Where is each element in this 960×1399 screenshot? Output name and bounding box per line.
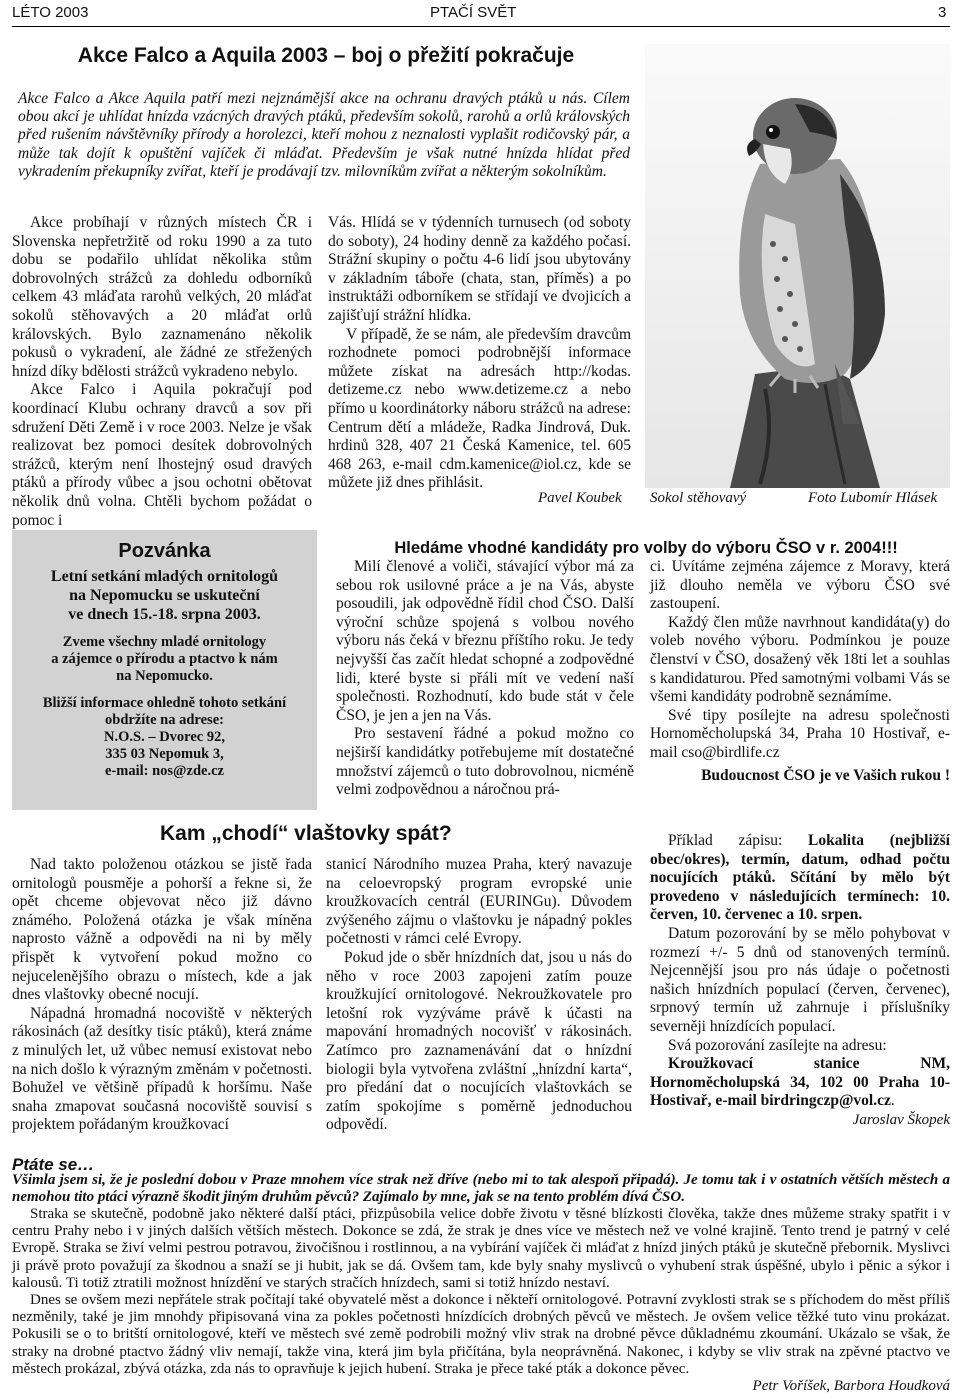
paragraph: Dnes se ovšem mezi nepřátele strak počítají také obyvatelé měst a dokonce i někteří ornitologové. Potravní zvyklosti strak se s příchodem do měst příliš nezměnily, také je jim mnohdy připisovaná vina za pokles početnosti hnízdících drobných pěvců ve městech. Je ovšem velice těžké tuto vinu prokázat. Pokusili se o to britští ornitologové, kteří ve městech své země podrobili možný vliv strak na drobné pěvce důkladnému zkoumání. Ukázalo se však, že straky na drobné ptactvo žádný vliv nemají, takže vina, která jim byla přičítána, byla neoprávněná. Nakonec, i kdyby se vliv strak na zpěvné ptactvo ve městech prokázal, zbývá otázka, zda nás to opravňuje k jejich hubení. Straka je přece také pták a dokonce pěvec. (12, 1292, 950, 1377)
falcon-photo-icon (645, 44, 950, 488)
ptate-title: Ptáte se… (12, 1155, 95, 1174)
paragraph: stanicí Národního muzea Praha, který navazuje na celoevropský program evropské unie kroužkovacích centrál (EURINGu). Důvodem zvýšeného zájmu o vlaštovku je nápadný pokles početnosti v rámci celé Evropy. (326, 856, 632, 948)
magazine-name: PTAČÍ SVĚT (430, 4, 517, 21)
invitation-line: na Nepomucko. (116, 668, 213, 684)
swallows-author: Jaroslav Škopek (852, 1111, 950, 1128)
ptate-authors: Petr Voříšek, Barbora Houdková (752, 1378, 950, 1395)
example-label: Příklad zápisu: (668, 832, 809, 849)
candidates-slogan: Budoucnost ČSO je ve Vašich rukou ! (701, 766, 950, 784)
photo-caption: Sokol stěhovavý (650, 490, 747, 506)
paragraph: Svá pozorování zasílejte na adresu: (668, 1036, 887, 1054)
candidates-column-2 (650, 558, 950, 785)
swallows-column-1 (12, 856, 312, 1135)
paragraph: Milí členové a voliči, stávající výbor má za sebou rok usilovné práce a je na Vás, abyste posoudili, jak odpovědně řídil chod ČSO. Další výroční schůze spojená s volbou nového výboru nás čeká v březnu příštího roku. Je tedy nejvyšší čas začít hledat schopné a zodpovědné lidi, které byste si přáli mít ve vedení naší společnosti. Rozhodnutí, kdo bude stát v čele ČSO, je jen a jen na Vás. (336, 558, 634, 724)
period: . (890, 1092, 895, 1110)
paragraph: Akce Falco i Aquila pokračují pod koordinací Klubu ochrany dravců a sov při sdružení Děti Země i v roce 2003. Nelze je však realizovat bez pomoci desítek dobrovolných strážců, kterým není lhostejný osud dravých ptáků a přírody vůbec a jsou ochotni obětovat několik dnů volna. Chtěli bychom požádat o pomoc i (12, 381, 312, 529)
candidates-column-1 (336, 558, 634, 800)
photo-credit: Foto Lubomír Hlásek (808, 490, 938, 506)
paragraph: Akce probíhají v různých místech ČR i Slovenska nepřetržitě od roku 1990 a za tuto dobu se podařilo uhlídat několika stům dobrovolných strážců za dohledu odborníků celkem 43 mláďata rarohů velkých, 20 mláďat sokolů stěhovavých a 20 mláďat orlů královských. Bylo zaznamenáno několik pokusů o vykradení, ale žádné ze střežených hnízd díky bdělosti strážců vykradeno nebylo. (12, 214, 312, 380)
article-title-falco: Akce Falco a Aquila 2003 – boj o přežití pokračuje (77, 44, 575, 67)
example-text: Lokalita (nejbližší obec/okres), termín, datum, odhad počtu nocujících ptáků. Sčítání by mělo být provedeno v následujících termínech: 10. červen, 10. červenec a 10. srpen. (650, 832, 950, 924)
paragraph: ci. Uvítáme zejména zájemce z Moravy, která již dlouho neměla ve výboru ČSO své zastoupení. (650, 558, 950, 613)
paragraph (650, 1055, 950, 1111)
header-rule (12, 26, 950, 27)
paragraph: Své tipy posílejte na adresu společnosti Hornoměcholupská 34, Praha 10 Hostivař, e-mail cso@birdlife.cz (650, 706, 950, 761)
paragraph: Nápadná hromadná nocoviště v některých rákosinách (až desítky tisíc ptáků), která známe z minulých let, už vůbec nemusí existovat nebo na nich došlo k výrazným změnám v početnosti. Bohužel ve většině případů k horšímu. Naše snaha zmapovat současná nocoviště souvisí s projektem pořádaným kroužkovací (12, 1004, 312, 1134)
invitation-box (12, 530, 317, 810)
invitation-line: obdržíte na adrese: (105, 712, 224, 728)
paragraph: Pokud jde o sběr hnízdních dat, jsou u nás do něho v roce 2003 zapojeni zatím pouze kroužkující ornitologové. Nekroužkovatele pro letošní rok vyzýváme právě k účasti na mapování hromadných nocovišť v rákosinách. Zatímco pro zaznamenávání dat o hnízdní biologii byla vytvořena zvláštní „hnízdní karta“, pro předání dat o nocujících vlaštovkách se zatím spokojíme s poměrně jednoduchou odpovědí. (326, 948, 632, 1134)
falco-author: Pavel Koubek (538, 490, 622, 506)
invitation-email[interactable]: e-mail: nos@zde.cz (105, 763, 224, 779)
ptate-question: Všimla jsem si, že je poslední dobou v Praze mnohem více strak než dříve (nebo mi to tak alespoň připadá). Je tomu tak i v ostatních větších městech a nemohou tito ptáci výrazně škodit jiným druhům pěvců? Zajímalo by mne, jak se na tento problém dívá ČSO. (12, 1172, 950, 1205)
ptate-answer (12, 1206, 950, 1395)
paragraph (650, 832, 950, 925)
invitation-address: N.O.S. – Dvorec 92, (104, 729, 225, 745)
invitation-title: Pozvánka (118, 540, 211, 562)
invitation-line: ve dnech 15.-18. srpna 2003. (68, 606, 261, 623)
invitation-line: a zájemce o přírodu a ptactvo k nám (51, 651, 278, 667)
page-number: 3 (938, 4, 947, 21)
article-lead-falco: Akce Falco a Akce Aquila patří mezi nejznámější akce na ochranu dravých ptáků u nás. Cílem obou akcí je uhlídat hnízda vzácných dravých ptáků, především sokolů, rarohů a orlů královských před rušením návštěvníky přírody a horolezci, kteří mohou z neznalosti vyplašit rodičovský pár, a může tak dojít k opuštění vajíček či mláďat. Především je však nutné hnízda hlídat před vykradením překupníky zvířat, kteří je prodávají tzv. milovníkům zvířat a některým sokolníkům. (18, 90, 630, 180)
invitation-address: 335 03 Nepomuk 3, (105, 746, 224, 762)
swallows-column-3 (650, 832, 950, 1130)
swallows-title: Kam „chodí“ vlaštovky spát? (160, 822, 452, 845)
falco-column-2 (328, 214, 631, 493)
swallows-column-2 (326, 856, 632, 1135)
issue-season: LÉTO 2003 (12, 4, 89, 21)
paragraph: Nad takto položenou otázkou se jistě řada ornitologů pousměje a pohorší a řekne si, že opět chceme objevovat něco již dávno známého. Položená otázka je však míněna naprosto vážně a odpovědi na ni by měly přispět k vytvoření pokud možno co nejucelenějšího obrazu o místech, kde a jak dnes vlaštovky obecné nocují. (12, 856, 312, 1004)
paragraph: Vás. Hlídá se v týdenních turnusech (od soboty do soboty), 24 hodiny denně za každého počasí. Strážní skupiny o počtu 4-6 lidí jsou ubytovány v základním táboře (chata, stan, příměs) a po instruktáži odborníkem se střídají ve dvojicích a zajišťují strážní hlídka. (328, 214, 631, 324)
invitation-line: Zveme všechny mladé ornitology (62, 634, 267, 650)
ringing-station-address: Kroužkovací stanice NM, Hornoměcholupská 34, 102 00 Praha 10-Hostivař, e-mail birdringczp@vol.cz (650, 1055, 950, 1110)
paragraph: Pro sestavení řádné a pokud možno co nejširší kandidátky potřebujeme mít dostatečné množství zájemců o tuto dobrovolnou, nicméně velmi zodpovědnou a náročnou prá- (336, 725, 634, 799)
falco-column-1 (12, 214, 312, 530)
invitation-line: na Nepomucku se uskuteční (69, 587, 260, 604)
paragraph: Straka se skutečně, podobně jako některé další ptáci, přizpůsobila velice dobře životu v těsné blízkosti člověka, takže dnes můžeme straky spatřit i v centru Prahy nebo i v jiných dalších větších městech. Dokonce se zdá, že strak je dnes více ve městech než ve volné krajině. Tento trend je patrný v celé Evropě. Straka se živí velmi pestrou potravou, živočišnou i rostlinnou, a na vybírání vajíček či mláďat z hnízd jiných ptáků je skutečně přebornik. Myslivci ji právě proto považují za škodnou a snaží se ji hubit, jak se dá. Ovšem tam, kde byly snahy myslivců o vyhubení strak úspěšné, ubylo i pěnic a sýkor i kalousů. Ti totiž ztratili možnost hnízdění ve starých stračích hnízdech, sami si totiž hnízdo nestaví. (12, 1206, 950, 1291)
candidates-title: Hledáme vhodné kandidáty pro volby do výboru ČSO v r. 2004!!! (394, 539, 898, 557)
invitation-line: Bližší informace ohledně tohoto setkání (42, 695, 287, 711)
paragraph: V případě, že se nám, ale především dravcům rozhodnete pomoci podrobnější informace můžete získat na adresách http://kodas. detizeme.cz nebo www.detizeme.cz a nebo přímo u koordinátorky náboru strážců na adrese: Centrum dětí a mládeže, Radka Jindrová, Duk. hrdinů 328, 407 21 Česká Kamenice, tel. 605 468 263, e-mail cdm.kamenice@iol.cz, kde se můžete již dnes přihlásit. (328, 325, 631, 492)
paragraph: Každý člen může navrhnout kandidáta(y) do voleb nového výboru. Podmínkou je pouze členství v ČSO, dosažený věk 18ti let a souhlas s kandidaturou. Před samotnými volbami Vás se všemi kandidáty podrobně seznámíme. (650, 613, 950, 706)
invitation-line: Letní setkání mladých ornitologů (50, 568, 279, 585)
paragraph: Datum pozorování by se mělo pohybovat v rozmezí +/- 5 dnů od stanovených termínů. Nejcennější jsou pro nás údaje o početnosti našich hnízdních populací (červen, červenec), srpnový termín už zahrnuje i příslušníky severněji hnízdících populací. (650, 924, 950, 1035)
